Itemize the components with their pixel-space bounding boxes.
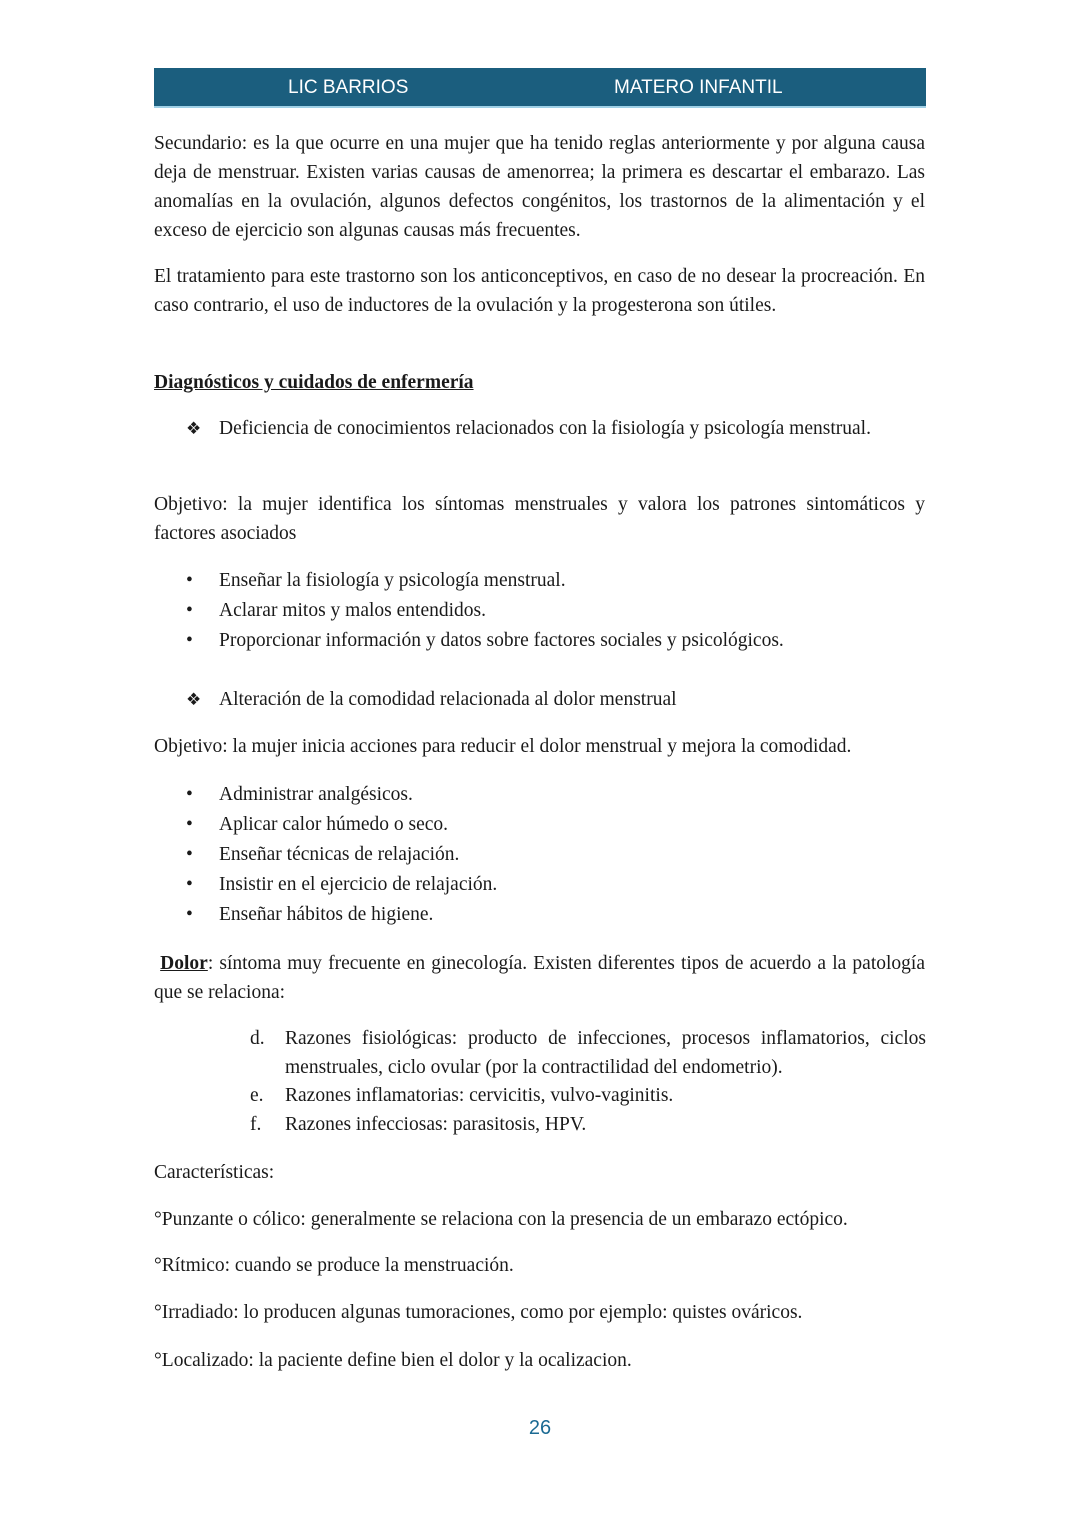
- paragraph-tratamiento: El tratamiento para este trastorno son los anticonceptivos, en caso de no desear la procreación. En caso contrario, el uso de inductores de la ovulación y la progesterona son útiles.: [154, 266, 925, 316]
- actions-list-1: [186, 566, 926, 656]
- diagnosis-title: Alteración de la comodidad relacionada al dolor menstrual: [219, 689, 677, 710]
- list-item: [186, 626, 926, 656]
- list-item-text: Enseñar técnicas de relajación.: [219, 844, 460, 865]
- bullet-icon: •: [186, 570, 193, 591]
- dolor-text: : síntoma muy frecuente en ginecología. Existen diferentes tipos de acuerdo a la patología que se relaciona:: [154, 953, 926, 1003]
- bullet-icon: •: [186, 844, 193, 865]
- list-marker: e.: [250, 1085, 264, 1107]
- list-item: [186, 900, 926, 930]
- list-item-text: Proporcionar información y datos sobre factores sociales y psicológicos.: [219, 630, 784, 651]
- list-item-text: Enseñar hábitos de higiene.: [219, 904, 434, 925]
- bullet-icon: •: [186, 874, 193, 895]
- list-item: [186, 840, 926, 870]
- bullet-icon: •: [186, 904, 193, 925]
- diagnosis-1: [186, 414, 926, 443]
- caracteristica-punzante: °Punzante o cólico: generalmente se relaciona con la presencia de un embarazo ectópico.: [154, 1209, 848, 1230]
- diagnosis-title: Deficiencia de conocimientos relacionados con la fisiología y psicología menstrual.: [219, 418, 871, 439]
- list-item-text: Aplicar calor húmedo o seco.: [219, 814, 449, 835]
- paragraph-dolor: [154, 949, 925, 1007]
- list-item-text: Insistir en el ejercicio de relajación.: [219, 874, 498, 895]
- list-item-text: Enseñar la fisiología y psicología menstrual.: [219, 570, 566, 591]
- page-number: 26: [528, 1417, 552, 1439]
- caracteristica-ritmico: °Rítmico: cuando se produce la menstruación.: [154, 1255, 514, 1276]
- diagnosis-2: [186, 685, 926, 714]
- header-subject: MATERO INFANTIL: [614, 77, 783, 98]
- list-item: [250, 1025, 926, 1082]
- page-header: [154, 68, 926, 108]
- list-item: [186, 870, 926, 900]
- caracteristicas-label: Características:: [154, 1162, 275, 1183]
- caracteristica-irradiado: °Irradiado: lo producen algunas tumoraciones, como por ejemplo: quistes ováricos.: [154, 1302, 803, 1323]
- objective-1: Objetivo: la mujer identifica los síntomas menstruales y valora los patrones sintomáticos y factores asociados: [154, 494, 925, 544]
- dolor-term: Dolor: [160, 953, 208, 974]
- list-item-text: Razones infecciosas: parasitosis, HPV.: [285, 1114, 587, 1136]
- list-item-text: Administrar analgésicos.: [219, 784, 413, 805]
- list-item: [186, 780, 926, 810]
- list-item: [186, 566, 926, 596]
- bullet-icon: •: [186, 814, 193, 835]
- diamond-bullet-icon: ❖: [186, 690, 202, 709]
- list-item: [250, 1082, 926, 1111]
- bullet-icon: •: [186, 630, 193, 651]
- bullet-icon: •: [186, 600, 193, 621]
- paragraph-secundario: Secundario: es la que ocurre en una mujer que ha tenido reglas anteriormente y por alguna causa deja de menstruar. Existen varias causas de amenorrea; la primera es descartar el embarazo. Las anomalías en la ovulación, algunos defectos congénitos, los trastornos de la alimentación y el exceso de ejercicio son algunas causas más frecuentes.: [154, 133, 925, 241]
- list-item-text: Aclarar mitos y malos entendidos.: [219, 600, 486, 621]
- section-heading: Diagnósticos y cuidados de enfermería: [154, 372, 474, 393]
- bullet-icon: •: [186, 784, 193, 805]
- list-marker: d.: [250, 1028, 265, 1049]
- diamond-bullet-icon: ❖: [186, 419, 202, 438]
- list-item: [186, 810, 926, 840]
- caracteristica-localizado: °Localizado: la paciente define bien el dolor y la ocalizacion.: [154, 1350, 632, 1371]
- list-marker: f.: [250, 1114, 262, 1136]
- list-item-text: Razones fisiológicas: producto de infecciones, procesos inflamatorios, ciclos menstruales, ciclo ovular (por la contractilidad del endometrio).: [285, 1028, 926, 1078]
- header-author: LIC BARRIOS: [288, 77, 409, 98]
- list-item: [250, 1111, 926, 1140]
- actions-list-2: [186, 780, 926, 930]
- reasons-list: [250, 1025, 926, 1140]
- list-item-text: Razones inflamatorias: cervicitis, vulvo-vaginitis.: [285, 1085, 674, 1107]
- objective-2: Objetivo: la mujer inicia acciones para reducir el dolor menstrual y mejora la comodidad.: [154, 736, 852, 757]
- list-item: [186, 596, 926, 626]
